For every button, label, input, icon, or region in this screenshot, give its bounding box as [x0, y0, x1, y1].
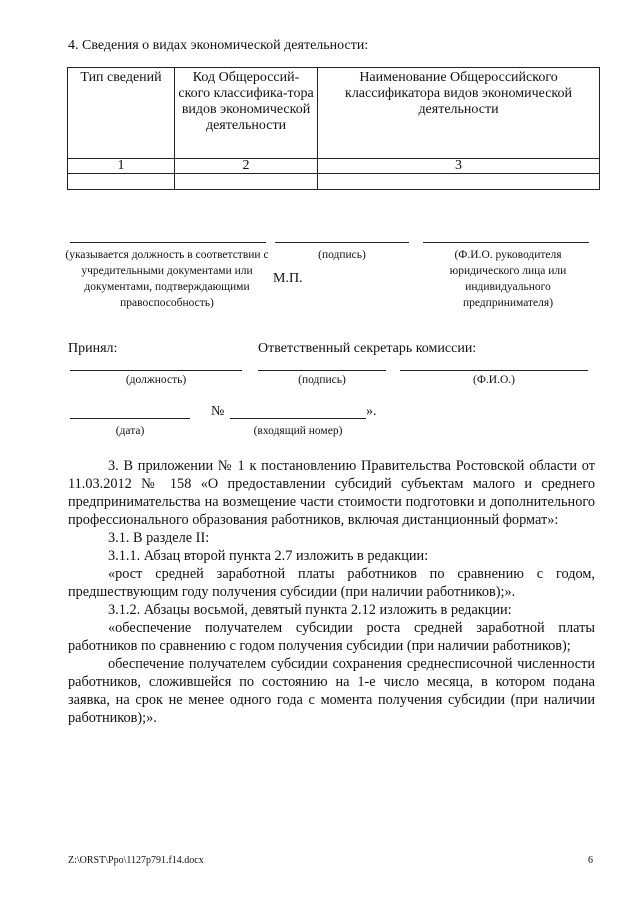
incoming-number-line [230, 418, 366, 419]
name-line [423, 242, 589, 243]
position-line [70, 242, 266, 243]
section-heading: 4. Сведения о видах экономической деятельности: [68, 38, 369, 53]
header-okved-name: Наименование Общероссийского классификатора видов экономической деятельности [318, 68, 600, 159]
stamp-label: М.П. [273, 271, 303, 286]
date-line [70, 418, 190, 419]
table-header-row [68, 68, 600, 159]
table-number-row [68, 159, 600, 174]
date-caption: (дата) [115, 425, 145, 437]
accepted-position-line [70, 370, 242, 371]
table-row [68, 174, 600, 190]
column-number: 1 [68, 159, 175, 174]
signature-line [275, 242, 409, 243]
name-caption: (Ф.И.О. руководителя юридического лица или индивидуального предпринимателя) [449, 249, 567, 309]
header-okved-code: Код Общероссий-ского классифика-тора видов экономической деятельности [175, 68, 318, 159]
column-number: 3 [318, 159, 600, 174]
table-cell[interactable] [175, 174, 318, 190]
paragraph: 3.1.2. Абзацы восьмой, девятый пункта 2.12 изложить в редакции: [108, 602, 512, 618]
paragraph: «обеспечение получателем субсидии роста средней заработной платы работников по сравнению с годом получения субсидии (при наличии работников); [68, 620, 595, 654]
body-text [68, 457, 595, 727]
closing-quote: ». [366, 404, 377, 419]
accepted-signature-caption: (подпись) [298, 374, 346, 386]
paragraph: 3. В приложении № 1 к постановлению Правительства Ростовской области от 11.03.2012 № 158 «О предоставлении субсидий субъектам малого и среднего предпринимательства на возмещение части стоимости подготовки и дополнительного профессионального образования работников, включая дистанционный формат»: [68, 458, 595, 528]
signature-caption: (подпись) [318, 249, 366, 261]
secretary-label: Ответственный секретарь комиссии: [258, 341, 477, 356]
accepted-signature-line [258, 370, 386, 371]
accepted-position-caption: (должность) [125, 374, 187, 386]
column-number: 2 [175, 159, 318, 174]
position-caption: (указывается должность в соответствии с учредительными документами или документами, подтверждающими правоспособность) [65, 249, 269, 309]
table-cell[interactable] [68, 174, 175, 190]
number-sign: № [211, 404, 225, 419]
economic-activity-table [67, 67, 600, 190]
paragraph: 3.1. В разделе II: [108, 530, 210, 546]
accepted-label: Принял: [68, 341, 118, 356]
accepted-name-caption: (Ф.И.О.) [473, 374, 515, 386]
paragraph: обеспечение получателем субсидии сохранения среднесписочной численности работников, сложившейся по состоянию на 1-е число месяца, в котором подана заявка, на срок не менее одного года с момента получения субсидии (при наличии работников);». [68, 656, 595, 726]
incoming-number-caption: (входящий номер) [253, 425, 343, 437]
accepted-name-line [400, 370, 588, 371]
table-cell[interactable] [318, 174, 600, 190]
page-number: 6 [588, 855, 593, 866]
header-info-type: Тип сведений [68, 68, 175, 159]
paragraph: «рост средней заработной платы работников по сравнению с годом, предшествующим году получения субсидии (при наличии работников);». [68, 566, 595, 600]
footer-file-path: Z:\ORST\Ppo\1127p791.f14.docx [68, 855, 204, 866]
paragraph: 3.1.1. Абзац второй пункта 2.7 изложить в редакции: [108, 548, 429, 564]
